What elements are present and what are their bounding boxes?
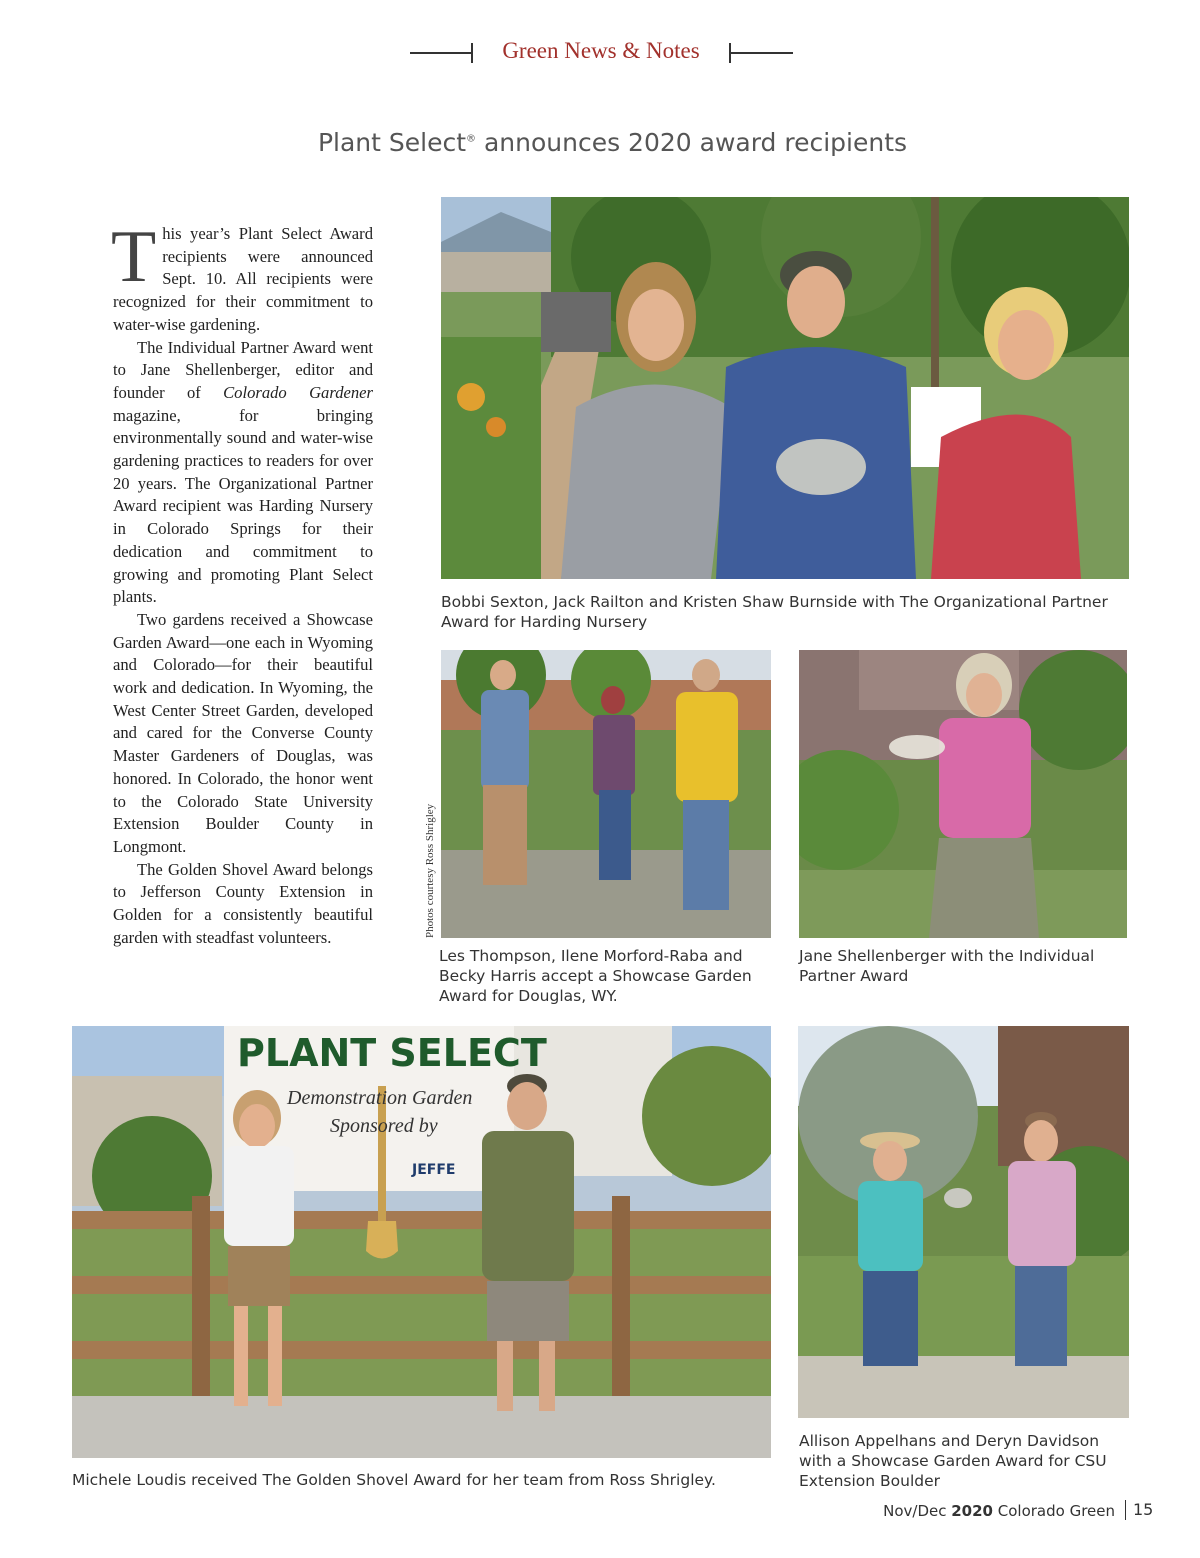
- photo-harding-nursery: [441, 197, 1129, 579]
- header-rule-left-cap: [471, 43, 473, 63]
- photo-douglas-wy: [441, 650, 771, 938]
- photo-credit: Photos courtesy Ross Shrigley: [424, 803, 436, 938]
- paragraph-2-text-a: The Individual Partner Award went to Jane Shellenberger, editor and founder of: [113, 337, 373, 402]
- caption-csu-extension-boulder: Allison Appelhans and Deryn Davidson with a Showcase Garden Award for CSU Extension Boulder: [799, 1432, 1107, 1490]
- headline-rest: announces 2020 award recipients: [476, 128, 908, 157]
- sign-title: PLANT SELECT: [237, 1031, 547, 1075]
- caption-golden-shovel: Michele Loudis received The Golden Shovel Award for her team from Ross Shrigley.: [72, 1471, 716, 1489]
- page-footer: [850, 1502, 1115, 1520]
- sign-partner: JEFFE: [412, 1162, 456, 1178]
- magazine-title: Colorado Gardener: [223, 382, 373, 402]
- headline-main: Plant Select: [317, 128, 467, 157]
- article-headline: [0, 128, 1200, 157]
- sign-line-1: Demonstration Garden: [287, 1087, 473, 1109]
- article-body: [111, 216, 373, 950]
- header-rule-right: [731, 52, 793, 54]
- footer-year: 2020: [951, 1502, 993, 1520]
- footer-divider: [1125, 1500, 1126, 1520]
- paragraph-4: The Golden Shovel Award belongs to Jefferson County Extension in Golden for a consistently beautiful garden with steadfast volunteers.: [113, 859, 373, 947]
- paragraph-2-text-b: magazine, for bringing environmentally sound and water-wise gardening practices to readers for over 20 years. The Organizational Partner Award recipient was Harding Nursery in Colorado Springs for their dedication and commitment to growing and promoting Plant Select plants.: [113, 405, 373, 607]
- photo-jane-shellenberger: [799, 650, 1127, 938]
- caption-harding-nursery: Bobbi Sexton, Jack Railton and Kristen Shaw Burnside with The Organizational Partner Award for Harding Nursery: [441, 593, 1108, 631]
- registered-mark: ®: [466, 133, 477, 145]
- paragraph-3: Two gardens received a Showcase Garden Award—one each in Wyoming and Colorado—for their beautiful work and dedication. In Wyoming, the West Center Street Garden, developed and cared for the Converse County Master Gardeners of Douglas, was honored. In Colorado, the honor went to the Colorado State University Extension Boulder County in Longmont.: [113, 609, 373, 856]
- sign-line-2: Sponsored by: [330, 1115, 438, 1137]
- header-rule-left: [410, 52, 472, 54]
- paragraph-2: [113, 337, 373, 609]
- caption-jane-shellenberger: Jane Shellenberger with the Individual Partner Award: [799, 947, 1095, 985]
- photo-csu-extension-boulder: [798, 1026, 1129, 1418]
- section-label: Green News & Notes: [502, 38, 700, 63]
- footer-publication: Colorado Green: [992, 1502, 1115, 1520]
- page-number: 15: [1133, 1500, 1154, 1519]
- photo-golden-shovel: [72, 1026, 771, 1458]
- paragraph-1: [111, 216, 373, 337]
- drop-cap: T: [111, 216, 157, 298]
- footer-issue: Nov/Dec: [883, 1502, 952, 1520]
- caption-douglas-wy: Les Thompson, Ilene Morford-Raba and Becky Harris accept a Showcase Garden Award for Douglas, WY.: [439, 947, 752, 1005]
- paragraph-1-text: his year’s Plant Select Award recipients were announced Sept. 10. All recipients were recognized for their commitment to water-wise gardening.: [113, 224, 373, 334]
